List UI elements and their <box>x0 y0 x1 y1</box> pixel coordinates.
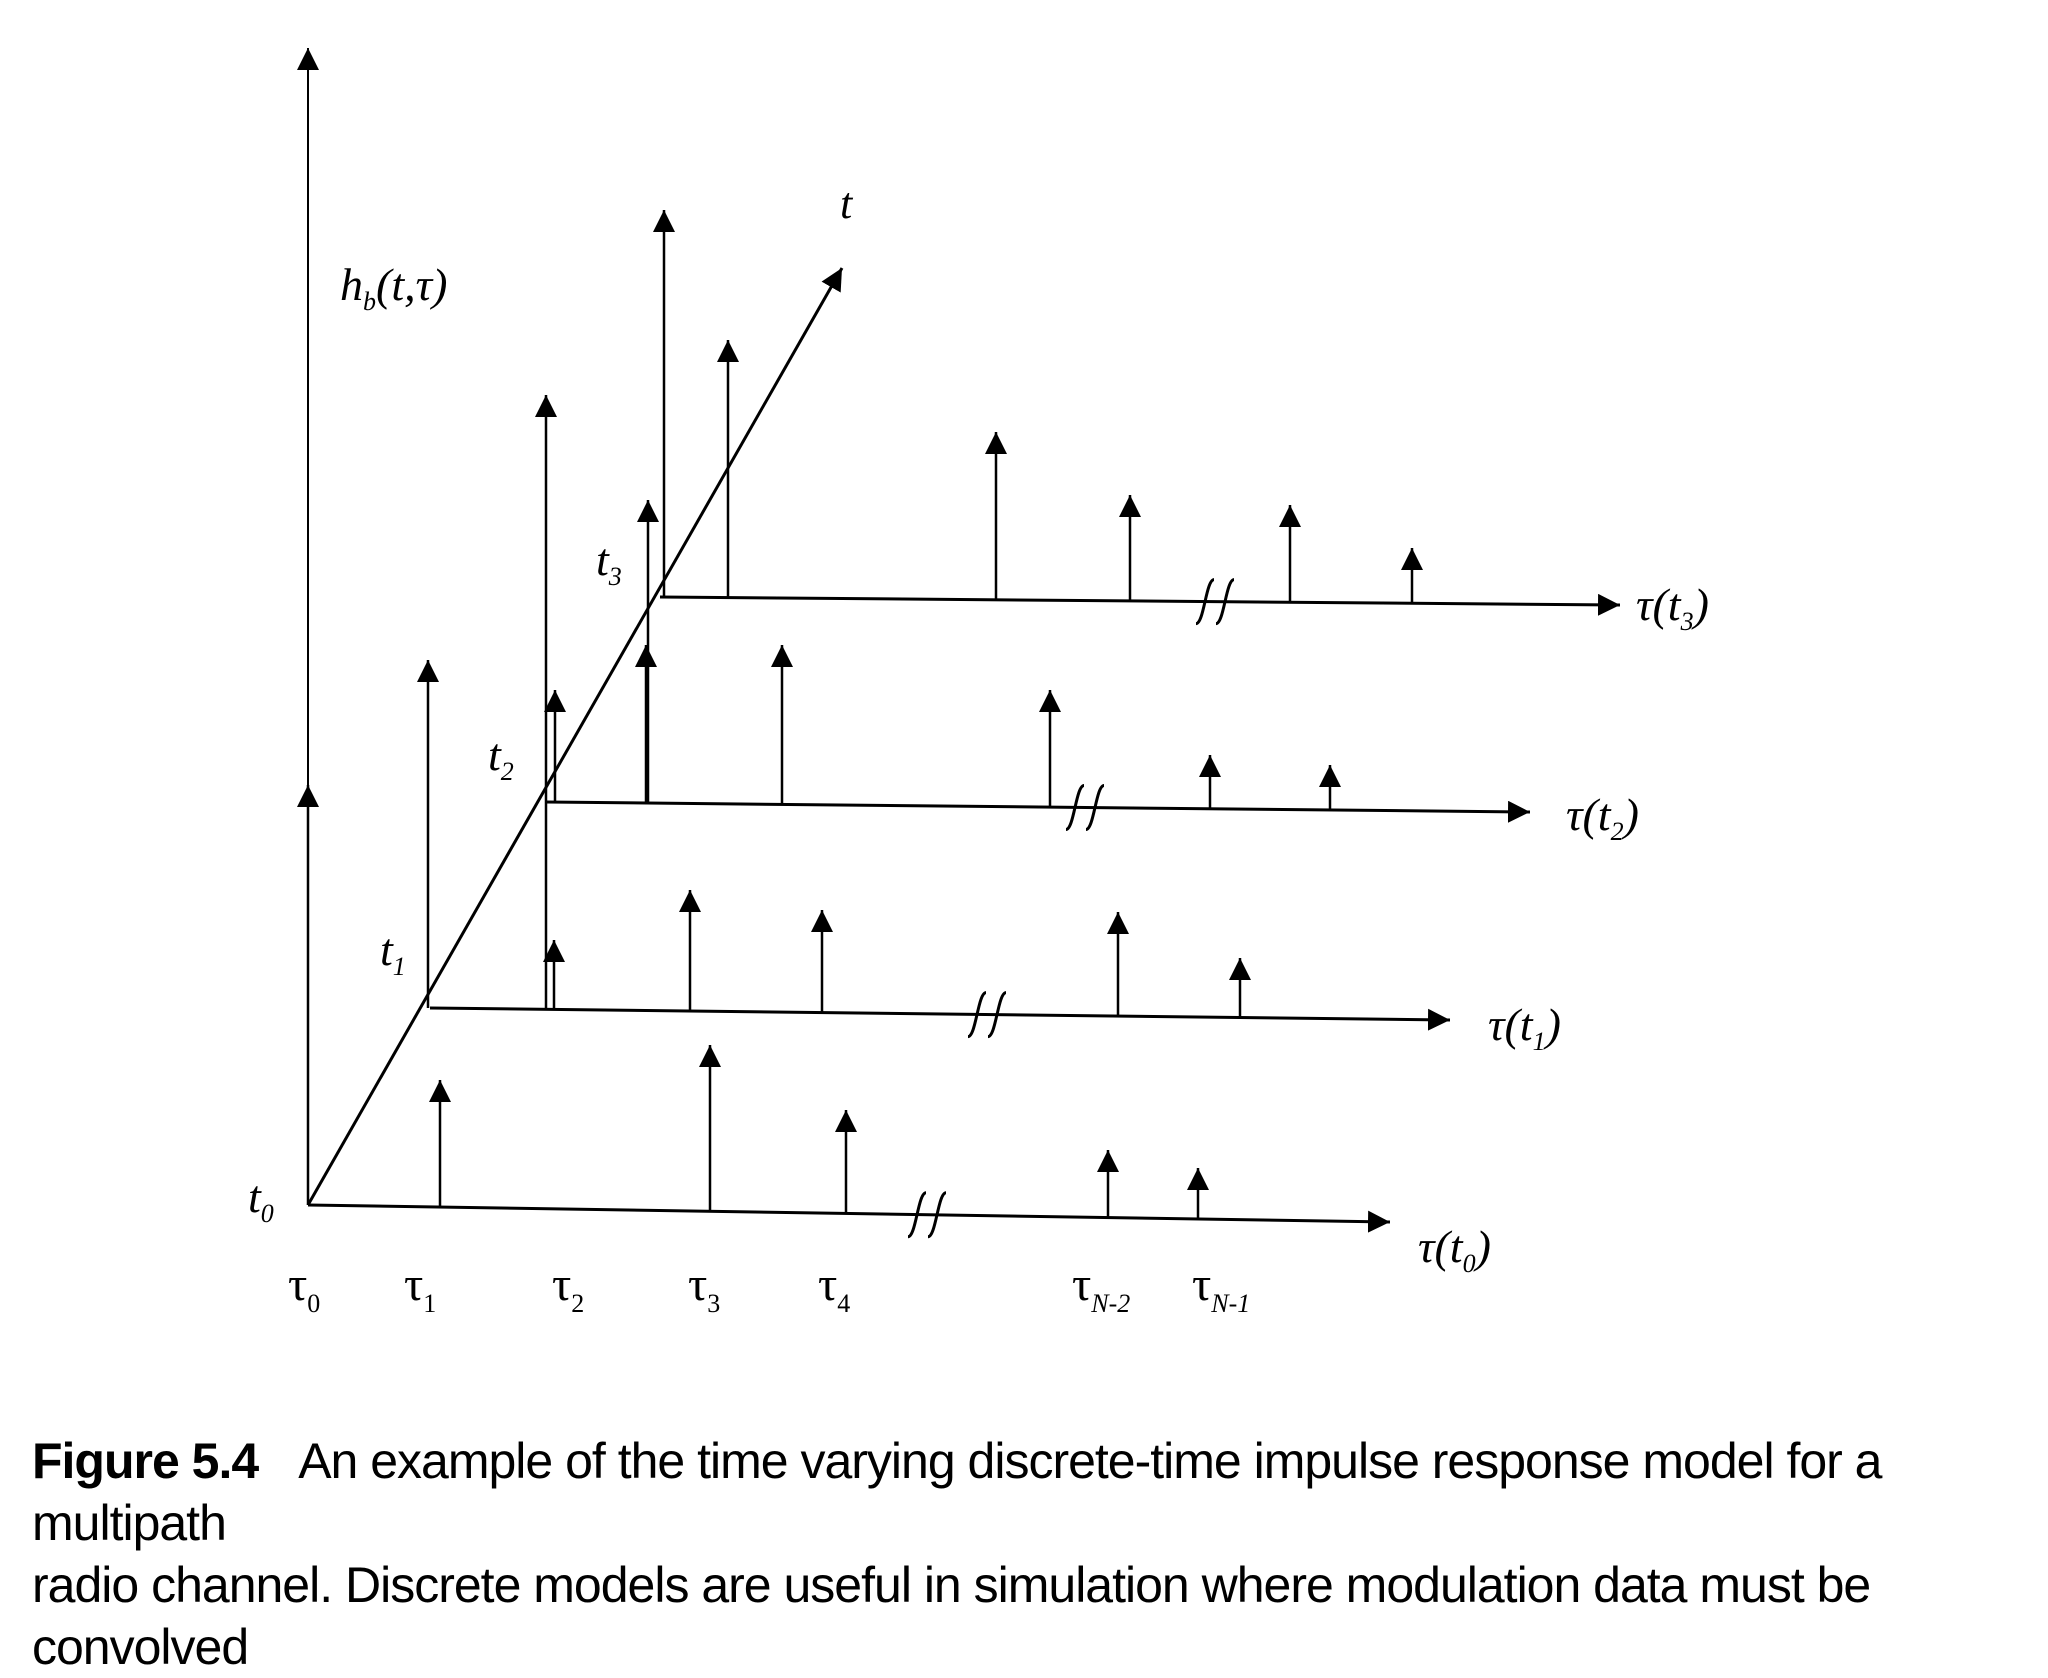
tau1-label: $\tau_1$ <box>404 1258 437 1318</box>
figure-caption <box>32 1430 2022 1675</box>
tau4-label: $\tau_4$ <box>818 1258 851 1318</box>
h-axis-label: $h_b(t,\tau)$ <box>340 259 448 316</box>
tau-t2-axis-label: $\tau(t_2)$ <box>1566 789 1639 846</box>
tau-axis-t3 <box>660 597 1620 605</box>
tau-t1-axis-label: $\tau(t_1)$ <box>1488 999 1561 1056</box>
tau0-label: $\tau_0$ <box>288 1258 321 1318</box>
figure-number: Figure 5.4 <box>32 1433 259 1489</box>
t3-label: $t_3$ <box>596 534 622 591</box>
caption-text-1: An example of the time varying discrete-time impulse response model for a multipath <box>32 1433 1882 1551</box>
t1-label: $t_1$ <box>380 924 406 981</box>
caption-line-2: radio channel. Discrete models are useful in simulation where modulation data must be convolved <box>32 1557 1871 1675</box>
t2-label: $t_2$ <box>488 729 514 786</box>
tau-axis-t1 <box>430 1008 1450 1020</box>
t0-label: $t_0$ <box>248 1171 274 1228</box>
tauN-2-label: $\tau_{N-2}$ <box>1072 1258 1131 1318</box>
tauN-1-label: $\tau_{N-1}$ <box>1192 1258 1251 1318</box>
tau2-label: $\tau_2$ <box>552 1258 585 1318</box>
tau-axis-t2 <box>546 802 1530 812</box>
t-axis-label: t <box>840 179 853 228</box>
tau3-label: $\tau_3$ <box>688 1258 721 1318</box>
tau-t0-axis-label: $\tau(t_0)$ <box>1418 1221 1491 1278</box>
t-axis <box>308 268 842 1205</box>
tau-axis-t0 <box>308 1205 1390 1222</box>
caption-line-1 <box>32 1430 2022 1554</box>
tau-t3-axis-label: $\tau(t_3)$ <box>1636 579 1709 636</box>
